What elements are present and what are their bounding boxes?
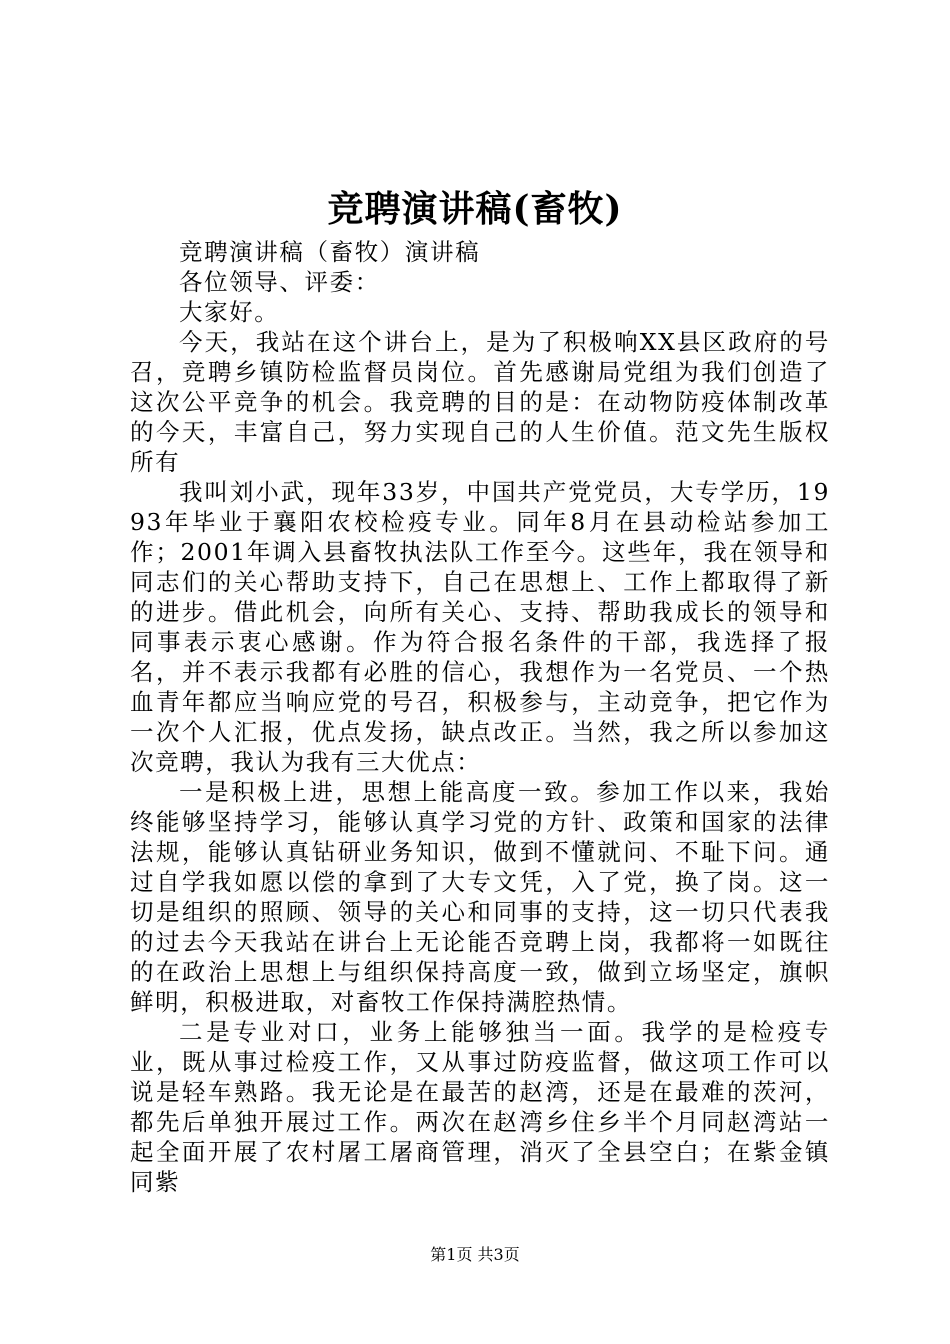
greeting: 大家好。 (179, 298, 280, 326)
paragraph-strength-two: 二是专业对口，业务上能够独当一面。我学的是检疫专业，既从事过检疫工作，又从事过防疫监督，做这项工作可以说是轻车熟路。我无论是在最苦的赵湾，还是在最难的茨河，都先后单独开展过工作。两次在赵湾乡住乡半个月同赵湾站一起全面开展了农村屠工屠商管理，消灭了全县空白；在紫金镇同紫 (130, 1018, 830, 1196)
paragraph-self-introduction: 我叫刘小武，现年33岁，中国共产党党员，大专学历，1993年毕业于襄阳农校检疫专业。同年8月在县动检站参加工作；2001年调入县畜牧执法队工作至今。这些年，我在领导和同志们的关心帮助支持下，自己在思想上、工作上都取得了新的进步。借此机会，向所有关心、支持、帮助我成长的领导和同事表示衷心感谢。作为符合报名条件的干部，我选择了报名，并不表示我都有必胜的信心，我想作为一名党员、一个热血青年都应当响应党的号召，积极参与，主动竞争，把它作为一次个人汇报，优点发扬，缺点改正。当然，我之所以参加这次竞聘，我认为我有三大优点： (130, 478, 830, 776)
page-footer: 第1页 共3页 (430, 1245, 520, 1264)
paragraph-strength-one: 一是积极上进，思想上能高度一致。参加工作以来，我始终能够坚持学习，能够认真学习党的方针、政策和国家的法律法规，能够认真钻研业务知识，做到不懂就问、不耻下问。通过自学我如愿以偿的拿到了大专文凭，入了党，换了岗。这一切是组织的照顾、领导的关心和同事的支持，这一切只代表我的过去今天我站在讲台上无论能否竞聘上岗，我都将一如既往的在政治上思想上与组织保持高度一致，做到立场坚定，旗帜鲜明，积极进取，对畜牧工作保持满腔热情。 (130, 778, 830, 1016)
salutation: 各位领导、评委： (179, 268, 380, 296)
document-body (130, 237, 830, 1197)
paragraph-intro: 今天，我站在这个讲台上，是为了积极响XX县区政府的号召，竞聘乡镇防检监督员岗位。首先感谢局党组为我们创造了这次公平竞争的机会。我竞聘的目的是：在动物防疫体制改革的今天，丰富自己，努力实现自己的人生价值。范文先生版权所有 (130, 328, 830, 476)
subtitle-line: 竞聘演讲稿（畜牧）演讲稿 (179, 238, 481, 266)
document-title: 竞聘演讲稿(畜牧) (327, 188, 623, 230)
